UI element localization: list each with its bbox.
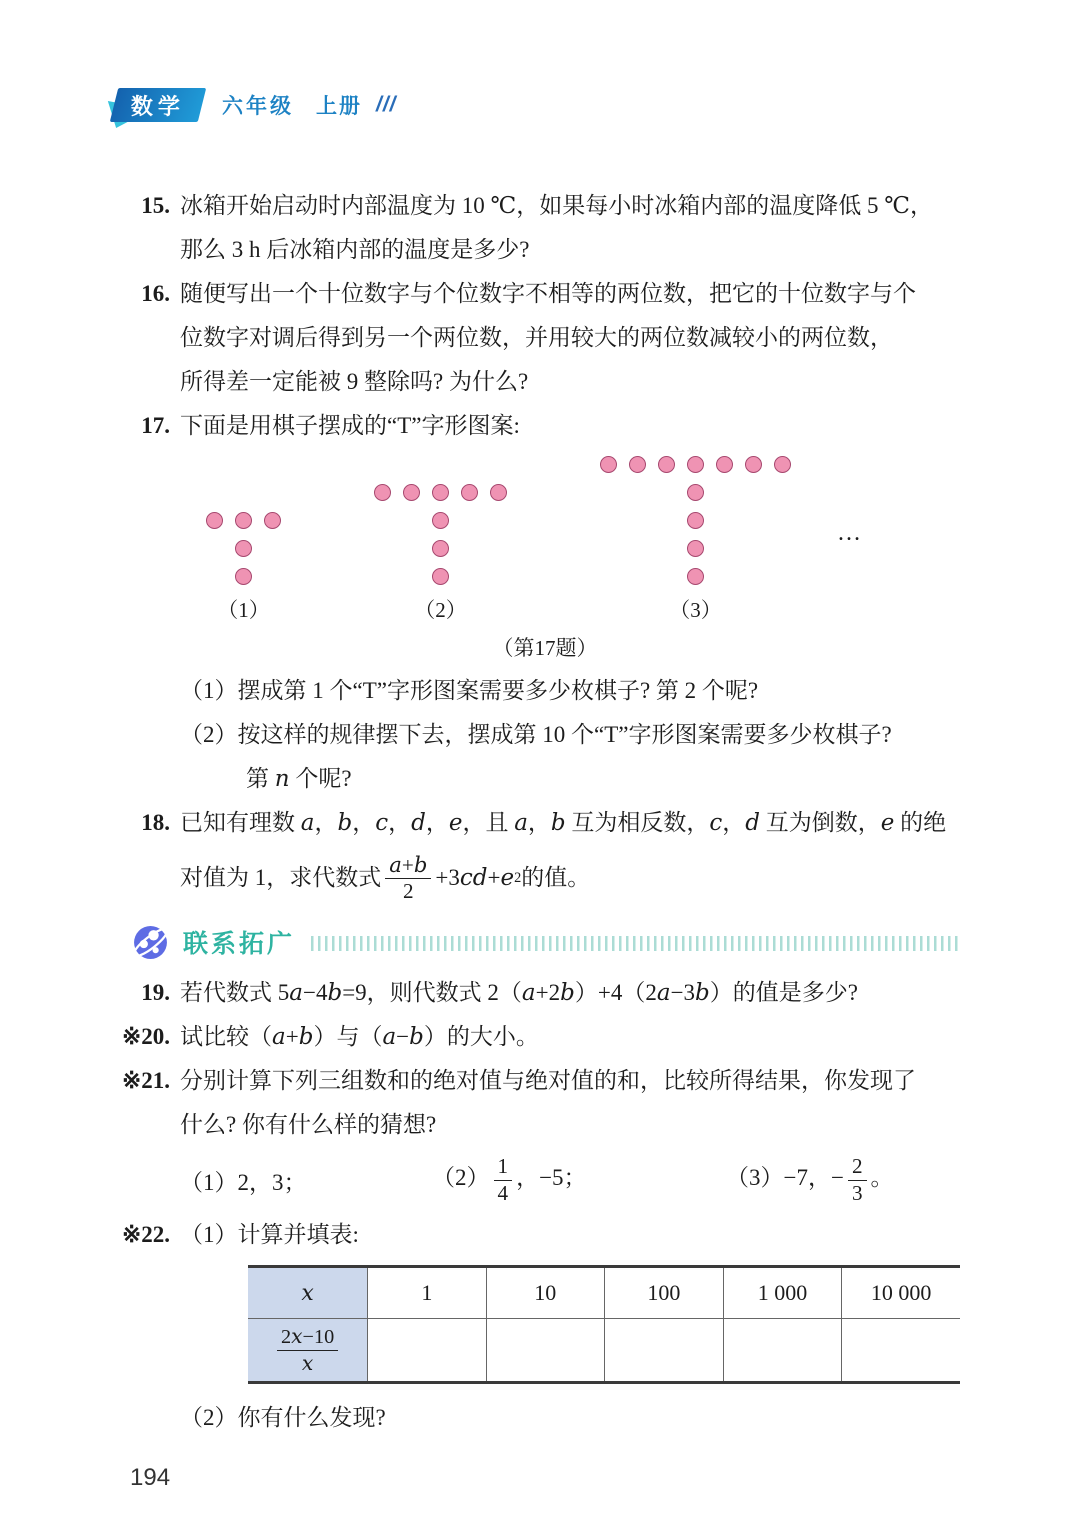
game-piece-dot: [432, 484, 449, 501]
pattern-3-dots: [600, 456, 791, 585]
game-piece-dot: [206, 512, 223, 529]
problem-19-line-1: 若代数式 5a−4b=9，则代数式 2（a+2b）+4（2a−3b）的值是多少?: [180, 980, 858, 1006]
table-header-row: [248, 1267, 960, 1319]
group-2: （2） $\frac{1}{4}$ ，−5；: [432, 1154, 587, 1205]
section-title: 联系拓广: [183, 930, 296, 958]
game-piece-dot: [490, 484, 507, 501]
game-piece-dot: [687, 540, 704, 557]
problem-15: [128, 184, 960, 272]
problem-17: [128, 404, 960, 801]
problem-15-number: 15.: [141, 193, 170, 218]
problem-18-line-1: 已知有理数 a，b，c，d，e，且 a，b 互为相反数，c，d 互为倒数，e 的绝: [180, 810, 947, 836]
section-tick-marks-decoration: [311, 936, 960, 951]
page-header: [114, 86, 960, 124]
pattern-2-label: （2）: [414, 598, 467, 622]
pattern-top-row: [600, 456, 791, 473]
problem-19: [128, 971, 960, 1015]
subject-badge: [114, 88, 202, 122]
volume-label: 上册: [316, 95, 362, 118]
problem-16: [128, 272, 960, 404]
figure-caption: （第17题）: [492, 636, 598, 660]
problem-18-number: 18.: [141, 810, 170, 835]
problem-16-line-3: 所得差一定能被 9 整除吗? 为什么?: [180, 369, 529, 394]
problem-22-sub-1: （1）计算并填表:: [180, 1222, 359, 1247]
problem-16-line-1: 随便写出一个十位数字与个位数字不相等的两位数，把它的十位数字与个: [180, 281, 916, 306]
table-empty-cell: [486, 1319, 604, 1383]
game-piece-dot: [687, 456, 704, 473]
pattern-1-label: （1）: [217, 598, 270, 622]
game-piece-dot: [687, 512, 704, 529]
problem-21-line-2: 什么? 你有什么样的猜想?: [180, 1112, 437, 1137]
game-piece-dot: [432, 568, 449, 585]
game-piece-dot: [264, 512, 281, 529]
problem-22-number: ※22.: [121, 1222, 170, 1247]
problem-19-number: 19.: [141, 980, 170, 1005]
game-piece-dot: [235, 568, 252, 585]
problem-21-number: ※21.: [121, 1068, 170, 1093]
problem-20-number: ※20.: [121, 1024, 170, 1049]
badge-parallelogram: [110, 88, 206, 122]
problem-21: [121, 1059, 960, 1213]
pattern-3-label: （3）: [669, 598, 722, 622]
problem-15-line-2: 那么 3 h 后冰箱内部的温度是多少?: [180, 237, 530, 262]
table-value-cell: 10: [486, 1267, 604, 1319]
pattern-1: [206, 512, 281, 625]
problem-17-number: 17.: [141, 413, 170, 438]
table-expression-header-cell: $\frac{2x-10}{x}$: [248, 1319, 368, 1383]
group-1: （1）2，3；: [180, 1169, 307, 1195]
pattern-2: [374, 484, 507, 625]
problem-17-sub-2-line-1: （2）按这样的规律摆下去，摆成第 10 个“T”字形图案需要多少枚棋子?: [180, 722, 892, 747]
planet-icon: [132, 924, 169, 961]
game-piece-dot: [235, 512, 252, 529]
table-expression-row: [248, 1319, 960, 1383]
problem-20-line-1: 试比较（a+b）与（a−b）的大小。: [180, 1024, 539, 1050]
t-pattern-figure: [206, 456, 960, 625]
problem-21-line-1: 分别计算下列三组数和的绝对值与绝对值的和，比较所得结果，你发现了: [180, 1068, 916, 1093]
game-piece-dot: [432, 512, 449, 529]
problem-15-line-1: 冰箱开始启动时内部温度为 10 ℃，如果每小时冰箱内部的温度降低 5 ℃，: [180, 193, 933, 218]
problem-20: [121, 1015, 960, 1059]
problem-17-intro: 下面是用棋子摆成的“T”字形图案:: [180, 413, 520, 438]
game-piece-dot: [374, 484, 391, 501]
slashes-decoration: ///: [376, 93, 397, 116]
game-piece-dot: [629, 456, 646, 473]
problem-21-number-groups: [180, 1147, 960, 1213]
grade-label: 六年级: [222, 95, 294, 118]
pattern-2-dots: [374, 484, 507, 585]
table-x-header-cell: x: [248, 1267, 368, 1319]
pattern-top-row: [206, 512, 281, 529]
game-piece-dot: [774, 456, 791, 473]
problem-18: [128, 801, 960, 911]
page-number: 194: [130, 1464, 171, 1491]
problem-16-number: 16.: [141, 281, 170, 306]
group-3: （3）−7，− $\frac{2}{3}$ 。: [726, 1154, 894, 1205]
game-piece-dot: [658, 456, 675, 473]
table-empty-cell: [368, 1319, 486, 1383]
table-value-cell: 10 000: [842, 1267, 960, 1319]
table-empty-cell: [605, 1319, 724, 1383]
exercise-content: [121, 184, 960, 1492]
game-piece-dot: [687, 484, 704, 501]
game-piece-dot: [403, 484, 420, 501]
problem-16-line-2: 位数字对调后得到另一个两位数，并用较大的两位数减较小的两位数，: [180, 325, 893, 350]
game-piece-dot: [716, 456, 733, 473]
problem-17-sub-1: （1）摆成第 1 个“T”字形图案需要多少枚棋子? 第 2 个呢?: [180, 678, 759, 703]
problem-17-sub-2-line-2: 第 n 个呢?: [246, 766, 352, 792]
problem-22: [121, 1213, 960, 1440]
game-piece-dot: [687, 568, 704, 585]
problem-22-sub-2: （2）你有什么发现?: [180, 1405, 386, 1430]
pattern-top-row: [374, 484, 507, 501]
table-empty-cell: [842, 1319, 960, 1383]
pattern-continuation-ellipsis: …: [837, 520, 863, 546]
game-piece-dot: [745, 456, 762, 473]
game-piece-dot: [461, 484, 478, 501]
pattern-1-dots: [206, 512, 281, 585]
pattern-3: [600, 456, 791, 625]
problem-18-line-2: 对值为 1，求代数式 $\frac{a+b}{2}$ +3 cd + e 2 的值。: [180, 851, 591, 903]
table-value-cell: 1: [368, 1267, 486, 1319]
section-header: [128, 921, 960, 963]
fill-in-table: [248, 1265, 960, 1384]
table-value-cell: 100: [605, 1267, 724, 1319]
game-piece-dot: [600, 456, 617, 473]
game-piece-dot: [235, 540, 252, 557]
subject-label: 数学: [130, 93, 185, 119]
game-piece-dot: [432, 540, 449, 557]
table-empty-cell: [723, 1319, 842, 1383]
table-value-cell: 1 000: [723, 1267, 842, 1319]
